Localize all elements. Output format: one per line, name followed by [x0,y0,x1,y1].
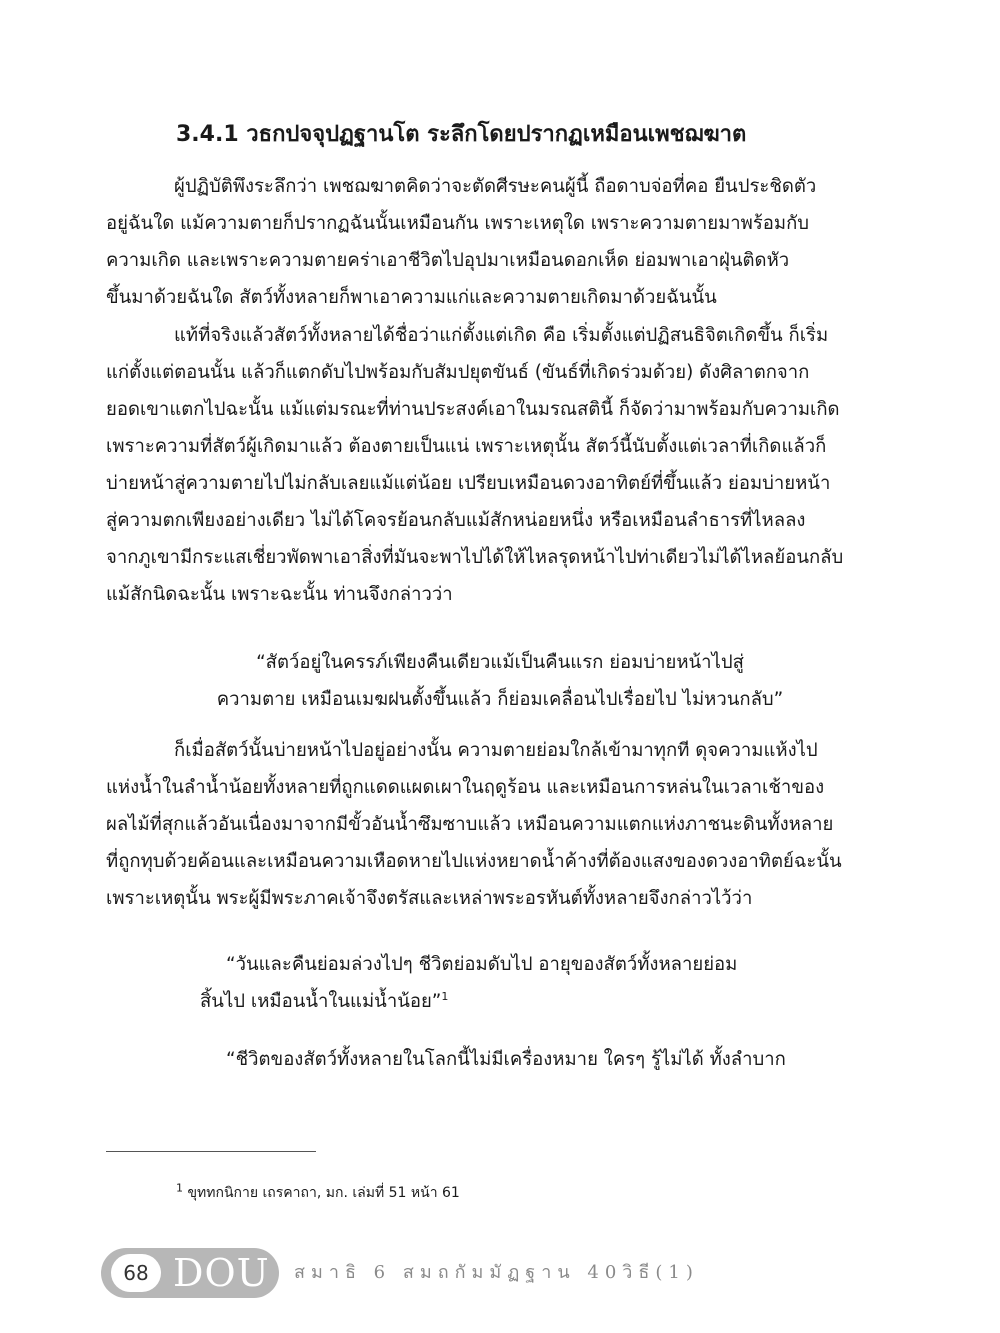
paragraph-line: เพราะเหตุนั้น พระผู้มีพระภาคเจ้าจึงตรัสและเหล่าพระอรหันต์ทั้งหลายจึงกล่าวไว้ว่า [106,888,753,909]
paragraph-line: สู่ความตกเพียงอย่างเดียว ไม่ได้โคจรย้อนกลับแม้สักหน่อยหนึ่ง หรือเหมือนลำธารที่ไหลลง [106,510,806,531]
footnote-mark: 1 [176,1181,183,1195]
quote-3 [226,1041,786,1078]
dou-logo: DOU [173,1251,270,1295]
quote-line-text: สิ้นไป เหมือนน้ำในแม่น้ำน้อย” [200,991,442,1012]
quote-line: “ชีวิตของสัตว์ทั้งหลายในโลกนี้ไม่มีเครื่องหมาย ใครๆ รู้ไม่ได้ ทั้งลำบาก [226,1049,786,1070]
paragraph-line: บ่ายหน้าสู่ความตายไปไม่กลับเลยแม้แต่น้อย เปรียบเหมือนดวงอาทิตย์ที่ขึ้นแล้ว ย่อมบ่ายหน้า [106,473,831,494]
paragraph-line: ความเกิด และเพราะความตายคร่าเอาชีวิตไปอุปมาเหมือนดอกเห็ด ย่อมพาเอาฝุ่นติดหัว [106,250,790,271]
footnote-reference[interactable]: 1 [441,989,449,1003]
quote-1 [150,644,850,718]
paragraph-line: แก่ตั้งแต่ตอนนั้น แล้วก็แตกดับไปพร้อมกับสัมปยุตขันธ์ (ขันธ์ที่เกิดร่วมด้วย) ดังศิลาตกจาก [106,362,810,383]
footnote-divider [106,1151,316,1152]
paragraph-line: ที่ถูกทุบด้วยค้อนและเหมือนความเหือดหายไปแห่งหยาดน้ำค้างที่ต้องแสงของดวงอาทิตย์ฉะนั้น [106,851,842,872]
quote-2 [200,946,737,1020]
paragraph-line: แท้ที่จริงแล้วสัตว์ทั้งหลายได้ชื่อว่าแก่ตั้งแต่เกิด คือ เริ่มตั้งแต่ปฏิสนธิจิตเกิดขึ้น ก็เริ่ม [174,325,829,346]
quote-line: “สัตว์อยู่ในครรภ์เพียงคืนเดียวแม้เป็นคืนแรก ย่อมบ่ายหน้าไปสู่ [256,652,744,673]
paragraph-line: เพราะความที่สัตว์ผู้เกิดมาแล้ว ต้องตายเป็นแน่ เพราะเหตุนั้น สัตว์นี้นับตั้งแต่เวลาที่เกิดแล้วก็ [106,436,827,457]
quote-line: ความตาย เหมือนเมฆฝนตั้งขึ้นแล้ว ก็ย่อมเคลื่อนไปเรื่อยไป ไม่หวนกลับ” [216,689,784,710]
paragraph-line: แม้สักนิดฉะนั้น เพราะฉะนั้น ท่านจึงกล่าวว่า [106,584,453,605]
quote-line: “วันและคืนย่อมล่วงไปๆ ชีวิตย่อมดับไป อายุของสัตว์ทั้งหลายย่อม [226,954,738,975]
paragraph-line: จากภูเขามีกระแสเชี่ยวพัดพาเอาสิ่งที่มันจะพาไปได้ให้ไหลรุดหน้าไปท่าเดียวไม่ได้ไหลย้อนกลับ [106,547,844,568]
paragraph-line: อยู่ฉันใด แม้ความตายก็ปรากฏฉันนั้นเหมือนกัน เพราะเหตุใด เพราะความตายมาพร้อมกับ [106,213,810,234]
footnote [176,1182,460,1204]
paragraph-line: ผลไม้ที่สุกแล้วอันเนื่องมาจากมีขั้วอันน้ำซึมซาบแล้ว เหมือนความแตกแห่งภาชนะดินทั้งหลาย [106,814,834,835]
footnote-text: ขุททกนิกาย เถรคาถา, มก. เล่มที่ 51 หน้า 61 [187,1185,460,1201]
quote-line [200,983,737,1020]
paragraph-2 [106,317,884,613]
paragraph-line: ก็เมื่อสัตว์นั้นบ่ายหน้าไปอยู่อย่างนั้น ความตายย่อมใกล้เข้ามาทุกที ดุจความแห้งไป [174,740,818,761]
paragraph-3 [106,732,884,917]
footer-badge [101,1248,279,1298]
paragraph-line: ผู้ปฏิบัติพึงระลึกว่า เพชฌฆาตคิดว่าจะตัดศีรษะคนผู้นี้ ถือดาบจ่อที่คอ ยืนประชิดตัว [174,176,817,197]
page-footer [101,1248,961,1300]
paragraph-line: ยอดเขาแตกไปฉะนั้น แม้แต่มรณะที่ท่านประสงค์เอาในมรณสตินี้ ก็จัดว่ามาพร้อมกับความเกิด [106,399,840,420]
paragraph-line: ขึ้นมาด้วยฉันใด สัตว์ทั้งหลายก็พาเอาความแก่และความตายเกิดมาด้วยฉันนั้น [106,287,717,308]
page-number: 68 [111,1254,161,1292]
running-title: สมาธิ 6 สมถกัมมัฏฐาน 40วิธี(1) [294,1262,699,1283]
paragraph-line: แห่งน้ำในลำน้ำน้อยทั้งหลายที่ถูกแดดแผดเผาในฤดูร้อน และเหมือนการหล่นในเวลาเช้าของ [106,777,825,798]
section-heading: 3.4.1 วธกปจจุปฏฐานโต ระลึกโดยปรากฏเหมือนเพชฌฆาต [176,122,747,147]
paragraph-1 [106,168,884,316]
